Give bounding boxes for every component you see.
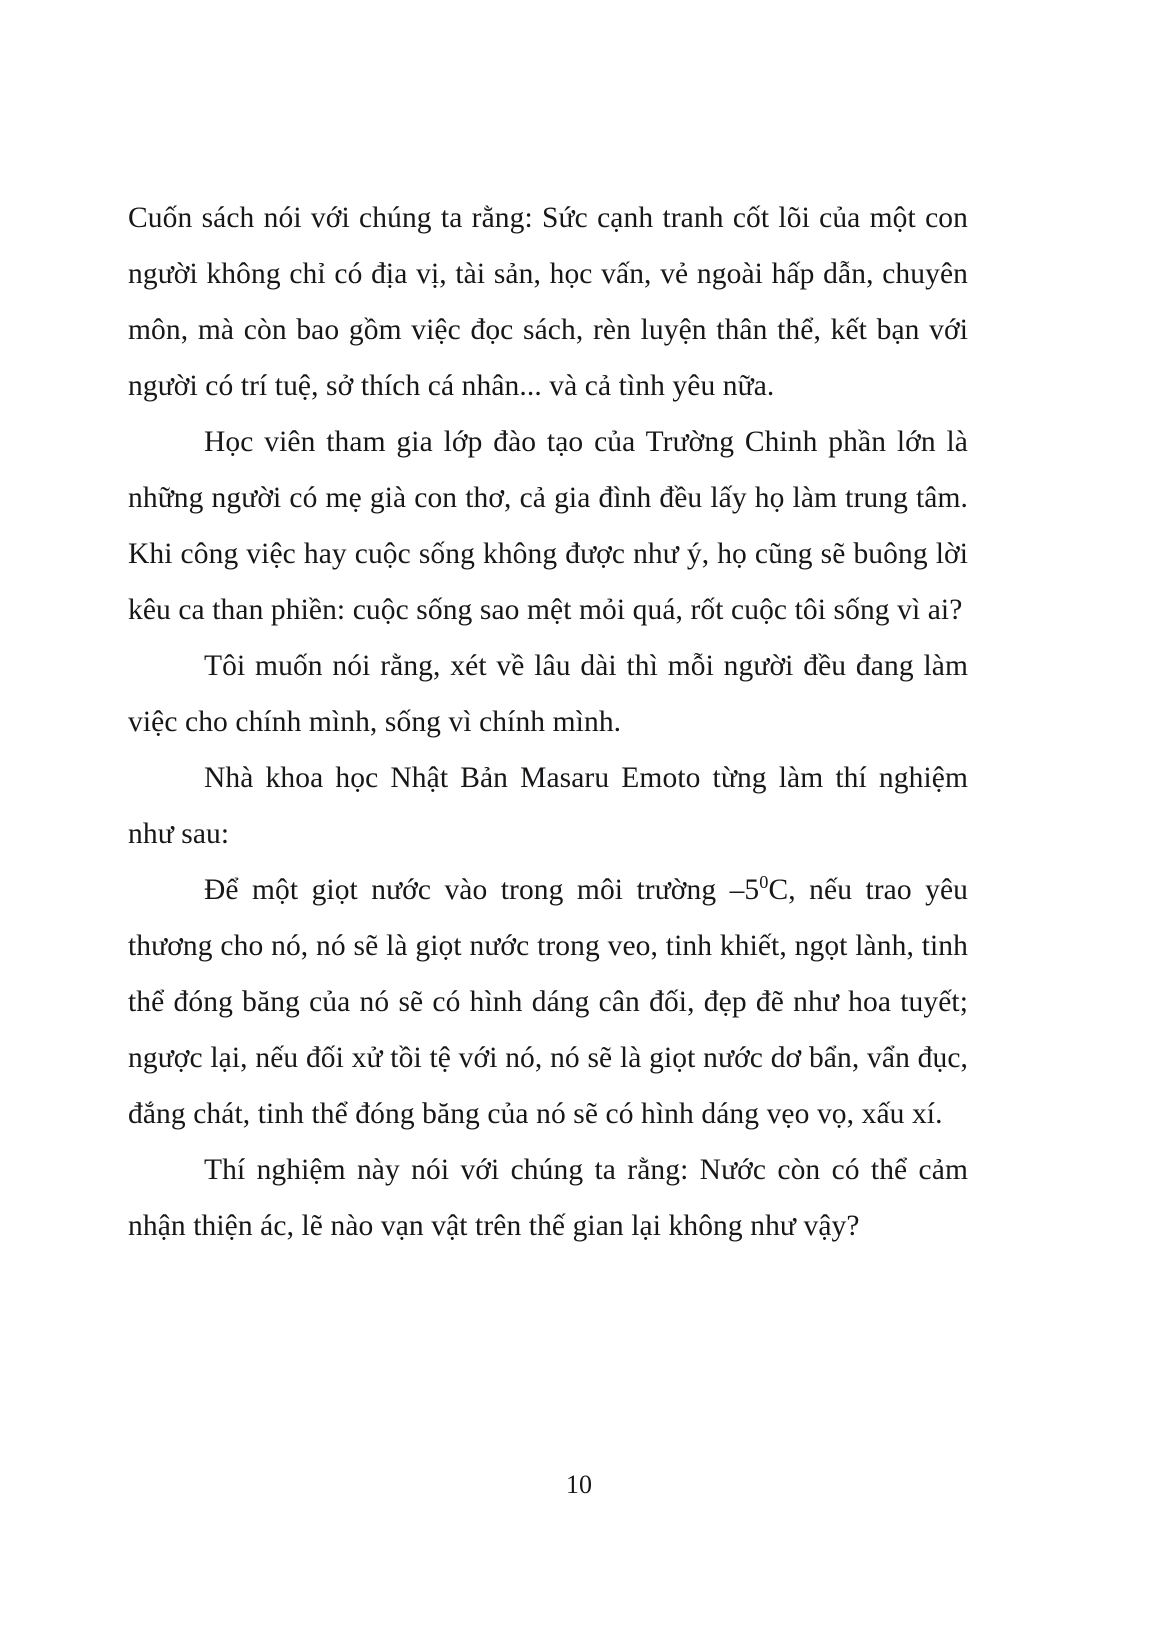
paragraph-3: Tôi muốn nói rằng, xét về lâu dài thì mỗi người đều đang làm việc cho chính mình, sống vì chính mình.	[128, 650, 968, 738]
degree-superscript: 0	[759, 872, 769, 893]
paragraph-1: Cuốn sách nói với chúng ta rằng: Sức cạnh tranh cốt lõi của một con người không chỉ có địa vị, tài sản, học vấn, vẻ ngoài hấp dẫn, chuyên môn, mà còn bao gồm việc đọc sách, rèn luyện thân thể, kết bạn với người có trí tuệ, sở thích cá nhân... và cả tình yêu nữa.	[128, 202, 968, 402]
paragraph-5-text-before: Để một giọt nước vào trong môi trường –5	[204, 874, 760, 906]
paragraph-5-text-after: C, nếu trao yêu thương cho nó, nó sẽ là giọt nước trong veo, tinh khiết, ngọt lành, tinh thể đóng băng của nó sẽ có hình dáng cân đối, đẹp đẽ như hoa tuyết; ngược lại, nếu đối xử tồi tệ với nó, nó sẽ là giọt nước dơ bẩn, vẩn đục, đắng chát, tinh thể đóng băng của nó sẽ có hình dáng vẹo vọ, xấu xí.	[128, 874, 968, 1130]
page-number: 10	[566, 1470, 592, 1499]
paragraph-4: Nhà khoa học Nhật Bản Masaru Emoto từng làm thí nghiệm như sau:	[128, 762, 968, 850]
page-body	[128, 190, 968, 1254]
paragraph-5	[128, 862, 968, 1142]
paragraph-2: Học viên tham gia lớp đào tạo của Trường Chinh phần lớn là những người có mẹ già con thơ, cả gia đình đều lấy họ làm trung tâm. Khi công việc hay cuộc sống không được như ý, họ cũng sẽ buông lời kêu ca than phiền: cuộc sống sao mệt mỏi quá, rốt cuộc tôi sống vì ai?	[128, 426, 968, 626]
paragraph-6: Thí nghiệm này nói với chúng ta rằng: Nước còn có thể cảm nhận thiện ác, lẽ nào vạn vật trên thế gian lại không như vậy?	[128, 1154, 968, 1242]
